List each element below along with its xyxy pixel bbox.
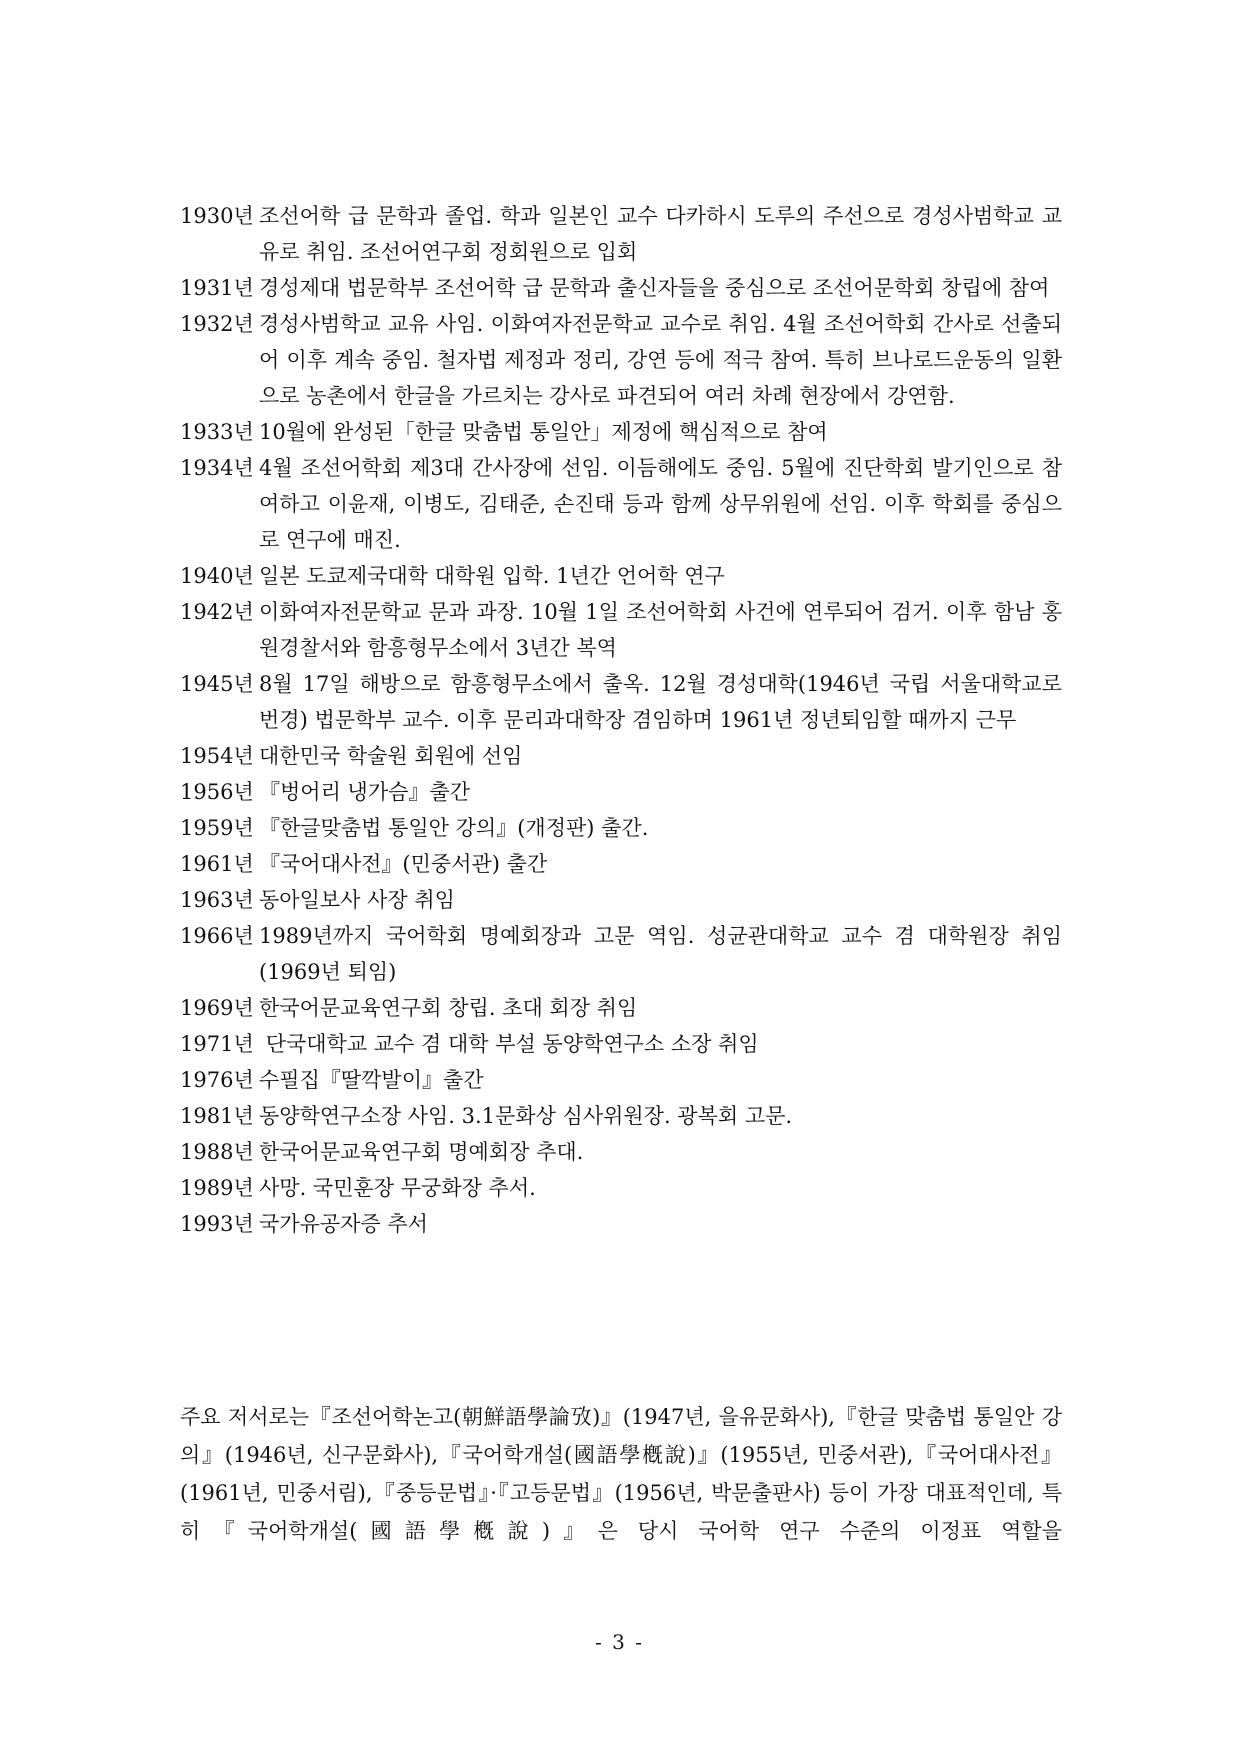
chronology-entry (180, 774, 1062, 810)
chronology-year: 1981년 (180, 1104, 254, 1128)
chronology-year: 1940년 (180, 564, 254, 588)
chronology-text: 4월 조선어학회 제3대 간사장에 선임. 이듬해에도 중임. 5월에 진단학회 발기인으로 참여하고 이윤재, 이병도, 김태준, 손진태 등과 함께 상무위원에 선임. 이후 학회를 중심으로 연구에 매진. (259, 456, 1062, 552)
chronology-text: 경성제대 법문학부 조선어학 급 문학과 출신자들을 중심으로 조선어문학회 창립에 참여 (259, 276, 1050, 300)
chronology-entry (180, 846, 1062, 882)
chronology-year: 1971년 (180, 1032, 254, 1056)
chronology-text: 한국어문교육연구회 명예회장 추대. (259, 1140, 584, 1164)
chronology-text: 『국어대사전』(민중서관) 출간 (259, 852, 548, 876)
chronology-text: 수필집『딸깍발이』출간 (259, 1068, 484, 1092)
chronology-text: 『한글맞춤법 통일안 강의』(개정판) 출간. (259, 816, 649, 840)
chronology-text: 일본 도쿄제국대학 대학원 입학. 1년간 언어학 연구 (259, 564, 725, 588)
chronology-text: 10월에 완성된「한글 맞춤법 통일안」제정에 핵심적으로 참여 (259, 420, 828, 444)
chronology-year: 1954년 (180, 744, 254, 768)
chronology-year: 1966년 (180, 924, 254, 948)
chronology-entry (180, 882, 1062, 918)
chronology-list (180, 198, 1069, 1242)
chronology-text: 『벙어리 냉가슴』출간 (259, 780, 470, 804)
chronology-entry (180, 1134, 1062, 1170)
chronology-entry (180, 1026, 1062, 1062)
chronology-year: 1930년 (180, 204, 254, 228)
chronology-text: 경성사범학교 교유 사임. 이화여자전문학교 교수로 취임. 4월 조선어학회 간사로 선출되어 이후 계속 중임. 철자법 제정과 정리, 강연 등에 적극 참여. 특히 브나로드운동의 일환으로 농촌에서 한글을 가르치는 강사로 파견되어 여러 차례 현장에서 강연함. (259, 312, 1062, 408)
page-number: - 3 - (595, 1630, 644, 1654)
chronology-text: 8월 17일 해방으로 함흥형무소에서 출옥. 12월 경성대학(1946년 국립 서울대학교로 번경) 법문학부 교수. 이후 문리과대학장 겸임하며 1961년 정년퇴임할 때까지 근무 (259, 672, 1069, 732)
chronology-entry (180, 1062, 1062, 1098)
chronology-year: 1931년 (180, 276, 254, 300)
chronology-entry (180, 198, 1062, 270)
chronology-year: 1969년 (180, 996, 254, 1020)
chronology-text: 단국대학교 교수 겸 대학 부설 동양학연구소 소장 취임 (259, 1032, 759, 1056)
chronology-year: 1942년 (180, 600, 254, 624)
chronology-entry (180, 1170, 1062, 1206)
chronology-text: 국가유공자증 추서 (259, 1212, 428, 1236)
chronology-entry (180, 414, 1062, 450)
chronology-year: 1932년 (180, 312, 254, 336)
chronology-entry (180, 270, 1062, 306)
chronology-entry (180, 738, 1062, 774)
chronology-text: 동아일보사 사장 취임 (259, 888, 455, 912)
chronology-entry (180, 918, 1062, 990)
chronology-entry (180, 306, 1062, 414)
chronology-entry (180, 666, 1069, 738)
chronology-text: 사망. 국민훈장 무궁화장 추서. (259, 1176, 536, 1200)
chronology-entry (180, 558, 1062, 594)
chronology-year: 1945년 (180, 672, 254, 696)
works-paragraph: 주요 저서로는『조선어학논고(朝鮮語學論攷)』(1947년, 을유문화사),『한글 맞춤법 통일안 강의』(1946년, 신구문화사),『국어학개설(國語學槪說)』(1955년, 민중서관),『국어대사전』(1961년, 민중서림),『중등문법』·『고등문법』(1956년, 박문출판사) 등이 가장 대표적인데, 특히『국어학개설(國語學槪說)』은 당시 국어학 연구 수준의 이정표 역할을 (180, 1405, 1062, 1543)
chronology-text: 이화여자전문학교 문과 과장. 10월 1일 조선어학회 사건에 연루되어 검거. 이후 함남 홍원경찰서와 함흥형무소에서 3년간 복역 (259, 600, 1062, 660)
chronology-entry (180, 990, 1062, 1026)
chronology-text: 조선어학 급 문학과 졸업. 학과 일본인 교수 다카하시 도루의 주선으로 경성사범학교 교유로 취임. 조선어연구회 정회원으로 입회 (259, 204, 1062, 264)
chronology-entry (180, 1206, 1062, 1242)
chronology-year: 1961년 (180, 852, 254, 876)
chronology-year: 1933년 (180, 420, 254, 444)
chronology-entry (180, 450, 1062, 558)
chronology-year: 1988년 (180, 1140, 254, 1164)
chronology-year: 1934년 (180, 456, 254, 480)
chronology-year: 1959년 (180, 816, 254, 840)
chronology-text: 동양학연구소장 사임. 3.1문화상 심사위원장. 광복회 고문. (259, 1104, 793, 1128)
chronology-text: 1989년까지 국어학회 명예회장과 고문 역임. 성균관대학교 교수 겸 대학원장 취임(1969년 퇴임) (259, 924, 1062, 984)
chronology-entry (180, 810, 1062, 846)
chronology-year: 1976년 (180, 1068, 254, 1092)
chronology-year: 1989년 (180, 1176, 254, 1200)
chronology-year: 1993년 (180, 1212, 254, 1236)
chronology-year: 1956년 (180, 780, 254, 804)
chronology-entry (180, 1098, 1062, 1134)
chronology-text: 한국어문교육연구회 창립. 초대 회장 취임 (259, 996, 638, 1020)
chronology-text: 대한민국 학술원 회원에 선임 (259, 744, 523, 768)
chronology-entry (180, 594, 1062, 666)
chronology-year: 1963년 (180, 888, 254, 912)
